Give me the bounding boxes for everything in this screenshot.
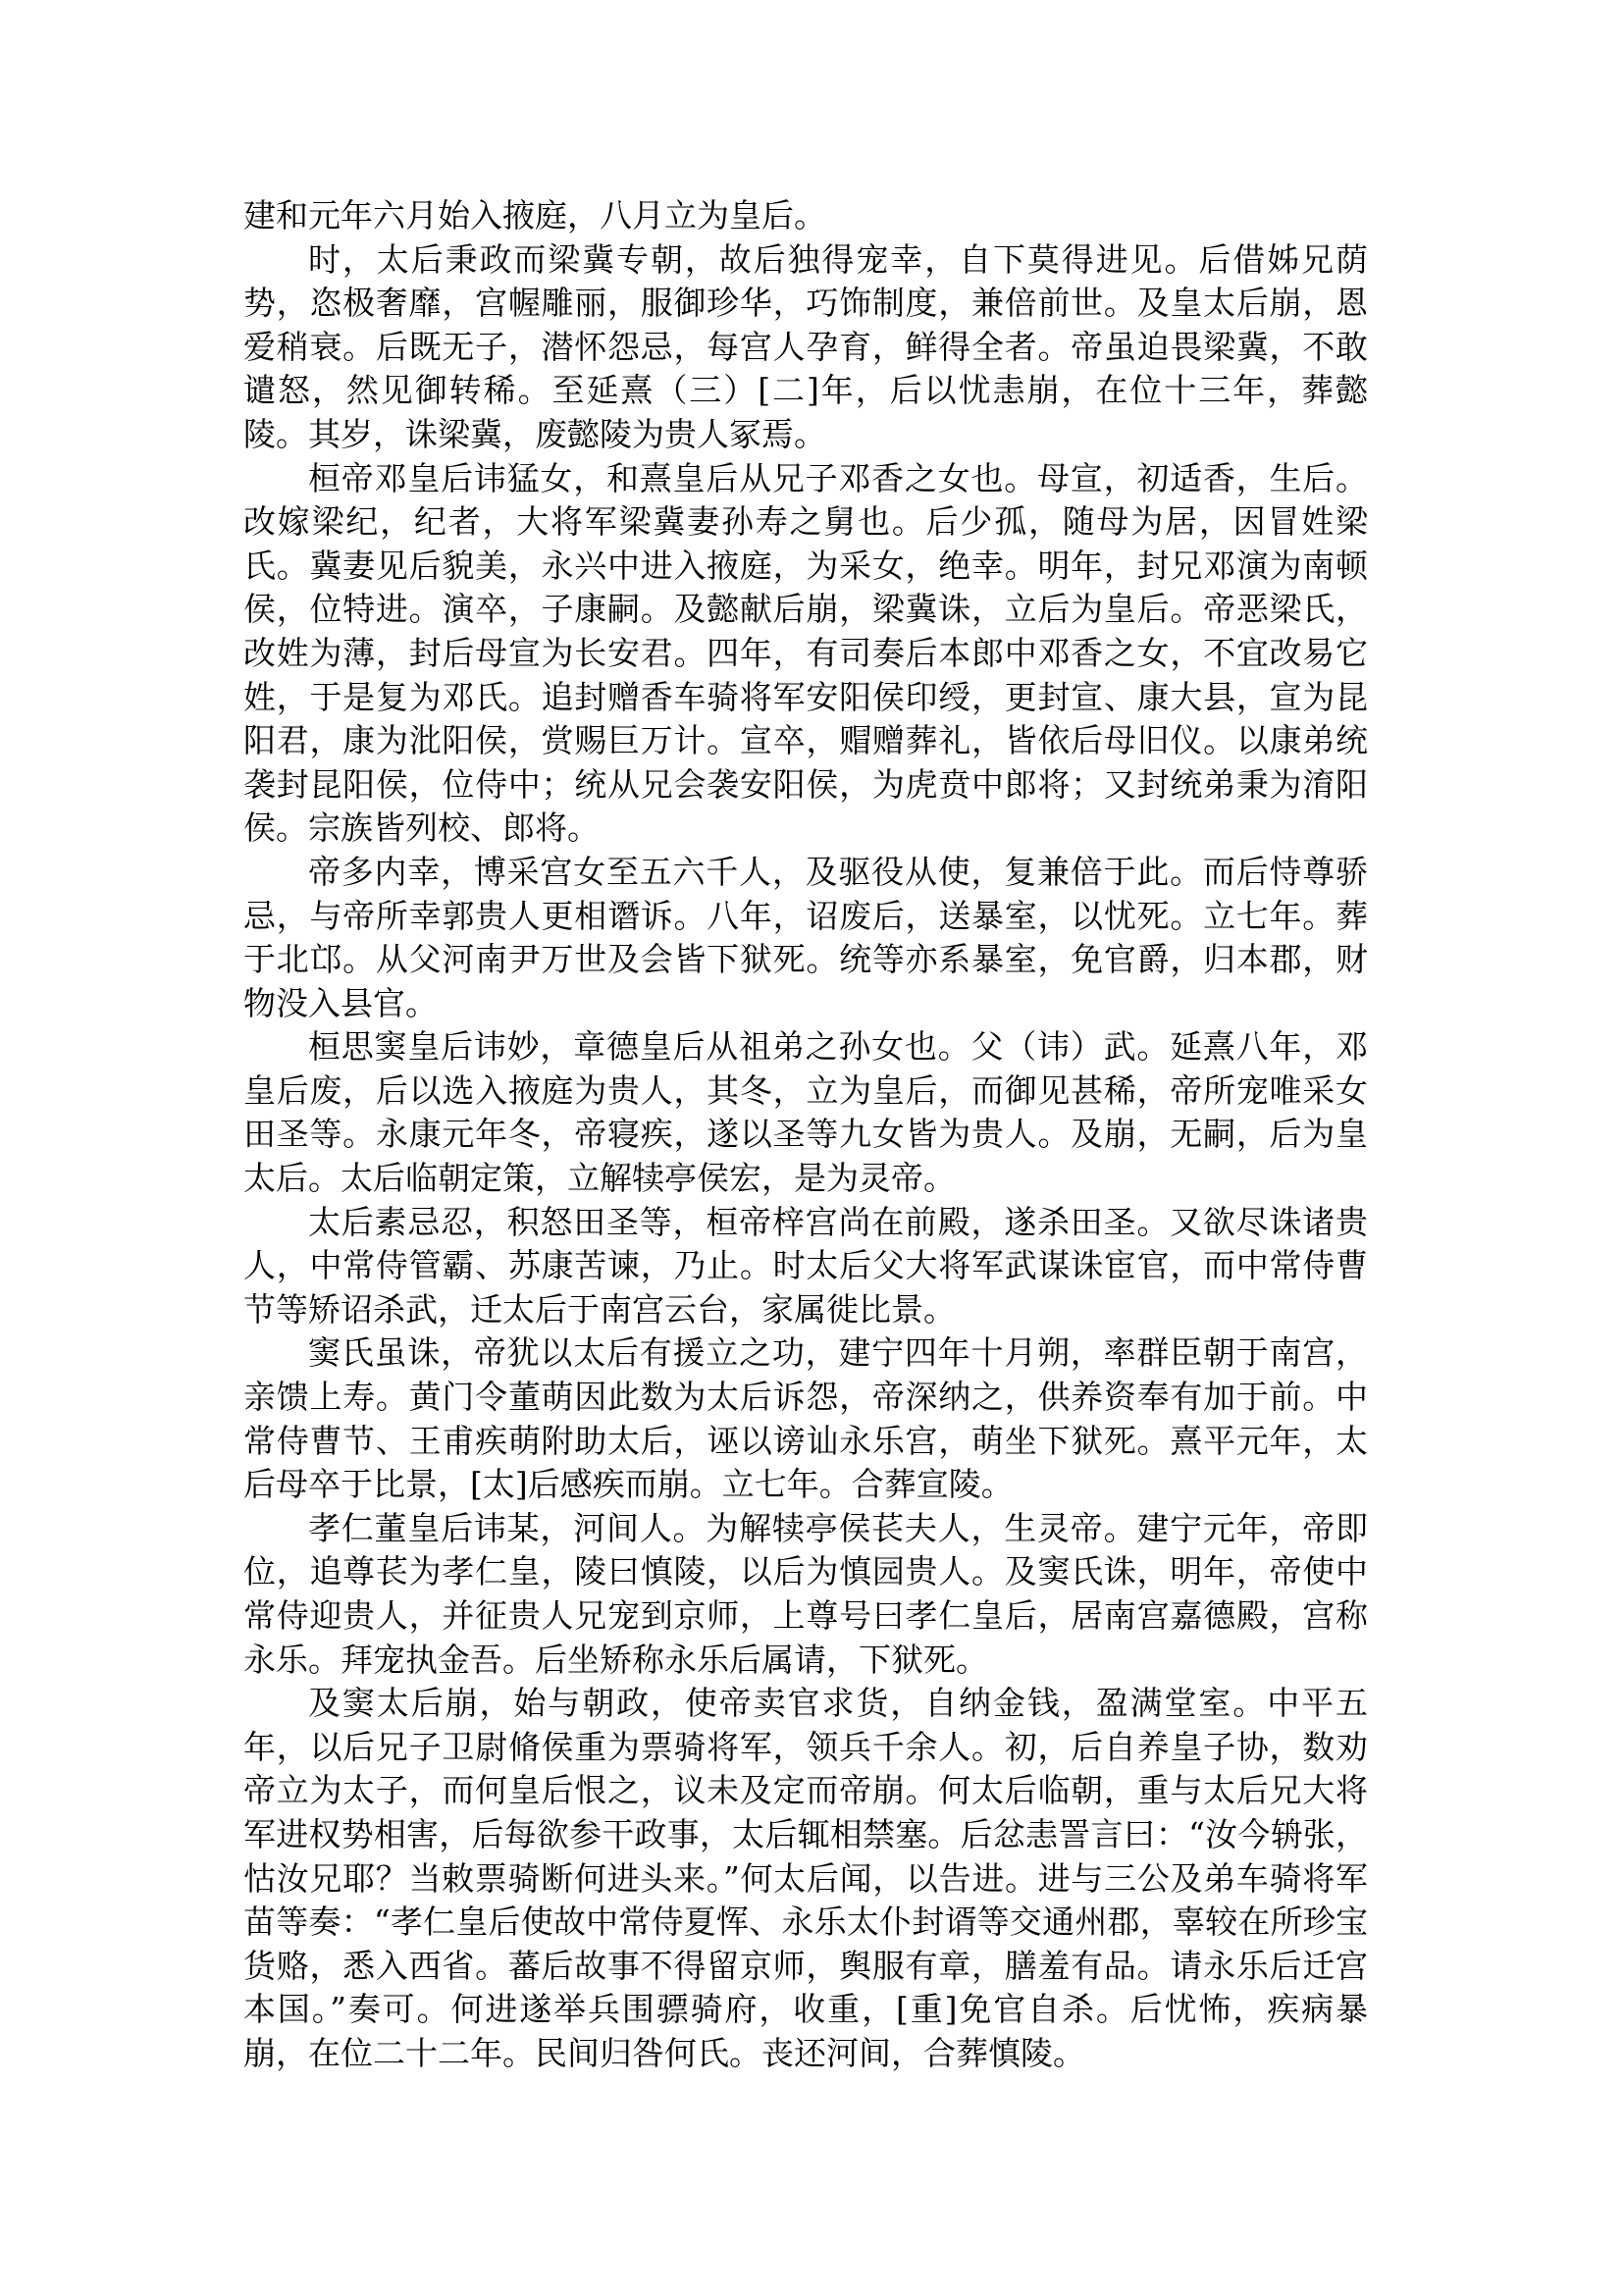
paragraph: 窦氏虽诛，帝犹以太后有援立之功，建宁四年十月朔，率群臣朝于南宫，亲馈上寿。黄门令董萌因此数为太后诉怨，帝深纳之，供养资奉有加于前。中常侍曹节、王甫疾萌附助太后，诬以谤讪永乐宫，萌坐下狱死。熹平元年，太后母卒于比景，[太]后感疾而崩。立七年。合葬宣陵。 <box>243 1333 1368 1504</box>
paragraph: 太后素忌忍，积怒田圣等，桓帝梓宫尚在前殿，遂杀田圣。又欲尽诛诸贵人，中常侍管霸、苏康苦谏，乃止。时太后父大将军武谋诛宦官，而中常侍曹节等矫诏杀武，迁太后于南宫云台，家属徙比景。 <box>243 1202 1368 1329</box>
document-body <box>243 194 1368 2076</box>
paragraph: 建和元年六月始入掖庭，八月立为皇后。 <box>243 196 826 235</box>
paragraph: 桓思窦皇后讳妙，章德皇后从祖弟之孙女也。父（讳）武。延熹八年，邓皇后废，后以选入掖庭为贵人，其冬，立为皇后，而御见甚稀，帝所宠唯采女田圣等。永康元年冬，帝寝疾，遂以圣等九女皆为贵人。及崩，无嗣，后为皇太后。太后临朝定策，立解犊亭侯宏，是为灵帝。 <box>243 1027 1368 1198</box>
paragraph: 孝仁董皇后讳某，河间人。为解犊亭侯苌夫人，生灵帝。建宁元年，帝即位，追尊苌为孝仁皇，陵曰慎陵，以后为慎园贵人。及窦氏诛，明年，帝使中常侍迎贵人，并征贵人兄宠到京师，上尊号曰孝仁皇后，居南宫嘉德殿，宫称永乐。拜宠执金吾。后坐矫称永乐后属请，下狱死。 <box>243 1508 1368 1679</box>
paragraph: 及窦太后崩，始与朝政，使帝卖官求货，自纳金钱，盈满堂室。中平五年，以后兄子卫尉脩侯重为票骑将军，领兵千余人。初，后自养皇子协，数劝帝立为太子，而何皇后恨之，议未及定而帝崩。何太后临朝，重与太后兄大将军进权势相害，后每欲参干政事，太后辄相禁塞。后忿恚詈言曰：“汝今辀张，怙汝兄耶？当敕票骑断何进头来。”何太后闻，以告进。进与三公及弟车骑将军苗等奏：“孝仁皇后使故中常侍夏恽、永乐太仆封谞等交通州郡，辜较在所珍宝货赂，悉入西省。蕃后故事不得留京师，舆服有章，膳羞有品。请永乐后迁宫本国。”奏可。何进遂举兵围骠骑府，收重，[重]免官自杀。后忧怖，疾病暴崩，在位二十二年。民间归咎何氏。丧还河间，合葬慎陵。 <box>243 1684 1368 2072</box>
paragraph: 时，太后秉政而梁冀专朝，故后独得宠幸，自下莫得进见。后借姊兄荫势，恣极奢靡，宫幄雕丽，服御珍华，巧饰制度，兼倍前世。及皇太后崩，恩爱稍衰。后既无子，潜怀怨忌，每宫人孕育，鲜得全者。帝虽迫畏梁冀，不敢谴怒，然见御转稀。至延熹（三）[二]年，后以忧恚崩，在位十三年，葬懿陵。其岁，诛梁冀，废懿陵为贵人冢焉。 <box>243 239 1368 453</box>
paragraph: 桓帝邓皇后讳猛女，和熹皇后从兄子邓香之女也。母宣，初适香，生后。改嫁梁纪，纪者，大将军梁冀妻孙寿之舅也。后少孤，随母为居，因冒姓梁氏。冀妻见后貌美，永兴中进入掖庭，为采女，绝幸。明年，封兄邓演为南顿侯，位特进。演卒，子康嗣。及懿献后崩，梁冀诛，立后为皇后。帝恶梁氏，改姓为薄，封后母宣为长安君。四年，有司奏后本郎中邓香之女，不宜改易它姓，于是复为邓氏。追封赠香车骑将军安阳侯印绶，更封宣、康大县，宣为昆阳君，康为沘阳侯，赏赐巨万计。宣卒，赗赠葬礼，皆依后母旧仪。以康弟统袭封昆阳侯，位侍中；统从兄会袭安阳侯，为虎贲中郎将；又封统弟秉为淯阳侯。宗族皆列校、郎将。 <box>243 458 1368 848</box>
paragraph: 帝多内幸，博采宫女至五六千人，及驱役从使，复兼倍于此。而后恃尊骄忌，与帝所幸郭贵人更相谮诉。八年，诏废后，送暴室，以忧死。立七年。葬于北邙。从父河南尹万世及会皆下狱死。统等亦系暴室，免官爵，归本郡，财物没入县官。 <box>243 852 1368 1022</box>
